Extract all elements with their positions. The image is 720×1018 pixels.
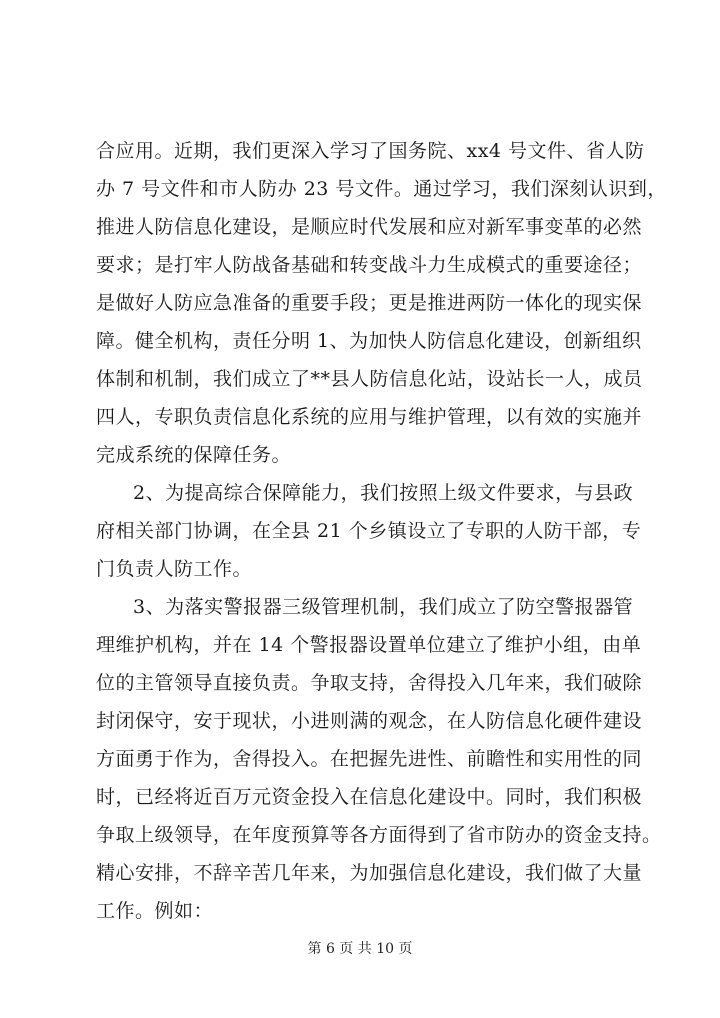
text-line: 封闭保守，安于现状，小进则满的观念，在人防信息化硬件建设 (96, 710, 643, 732)
text-line: 3、为落实警报器三级管理机制，我们成立了防空警报器管 (133, 596, 634, 618)
text-line: 要求；是打牢人防战备基础和转变战斗力生成模式的重要途径； (96, 254, 643, 276)
text-line: 工作。例如： (96, 900, 214, 922)
text-line: 体制和机制，我们成立了**县人防信息化站，设站长一人，成员 (96, 368, 643, 390)
text-line: 方面勇于作为，舍得投入。在把握先进性、前瞻性和实用性的同 (96, 748, 643, 770)
text-line: 门负责人防工作。 (96, 558, 253, 580)
text-line: 理维护机构，并在 14 个警报器设置单位建立了维护小组，由单 (96, 634, 642, 656)
text-line: 障。健全机构，责任分明 1、为加快人防信息化建设，创新组织 (96, 330, 642, 352)
text-line: 推进人防信息化建设，是顺应时代发展和应对新军事变革的必然 (96, 216, 643, 238)
page-number-label: 第 6 页 共 10 页 (307, 941, 413, 957)
text-line: 办 7 号文件和市人防办 23 号文件。通过学习，我们深刻认识到， (96, 178, 667, 200)
text-line: 四人，专职负责信息化系统的应用与维护管理，以有效的实施并 (96, 406, 643, 428)
text-line: 位的主管领导直接负责。争取支持，舍得投入几年来，我们破除 (96, 672, 643, 694)
text-line: 合应用。近期，我们更深入学习了国务院、xx4 号文件、省人防 (96, 140, 645, 162)
page-footer (0, 940, 720, 958)
text-line: 府相关部门协调，在全县 21 个乡镇设立了专职的人防干部，专 (96, 520, 642, 542)
text-line: 2、为提高综合保障能力，我们按照上级文件要求，与县政 (133, 482, 634, 504)
text-line: 是做好人防应急准备的重要手段；更是推进两防一体化的现实保 (96, 292, 643, 314)
text-line: 争取上级领导，在年度预算等各方面得到了省市防办的资金支持。 (96, 824, 662, 846)
text-line: 精心安排，不辞辛苦几年来，为加强信息化建设，我们做了大量 (96, 862, 643, 884)
text-line: 时，已经将近百万元资金投入在信息化建设中。同时，我们积极 (96, 786, 643, 808)
text-line: 完成系统的保障任务。 (96, 444, 292, 466)
